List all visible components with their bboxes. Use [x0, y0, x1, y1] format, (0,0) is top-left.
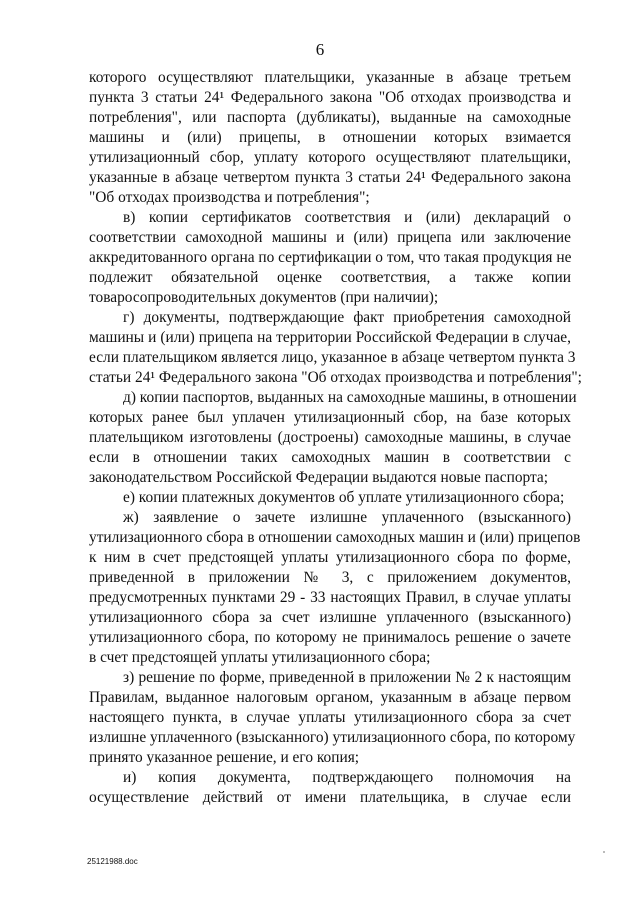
text-line: если плательщиком является лицо, указанное в абзаце четвертом пункта 3 — [89, 349, 576, 366]
text-line: если в отношении таких самоходных машин в соответствии с — [89, 449, 571, 466]
text-line: Правилам, выданное налоговым органом, указанным в абзаце первом — [89, 689, 571, 706]
text-line: д) копии паспортов, выданных на самоходные машины, в отношении — [123, 389, 577, 406]
text-line: и) копия документа, подтверждающего полномочия на — [123, 769, 571, 786]
text-line: аккредитованного органа по сертификации о том, что такая продукция не — [89, 249, 572, 266]
text-line: соответствии самоходной машины и (или) прицепа или заключение — [89, 229, 571, 246]
text-line: машины и (или) прицепы, в отношении которых взимается — [89, 129, 571, 146]
scan-mark — [603, 851, 605, 853]
text-line: машины и (или) прицепа на территории Российской Федерации в случае, — [89, 329, 571, 346]
text-line: которых ранее был уплачен утилизационный сбор, на базе которых — [89, 409, 571, 426]
text-line: утилизационного сбора в отношении самоходных машин и (или) прицепов — [89, 529, 581, 546]
text-line: в счет предстоящей уплаты утилизационного сбора; — [89, 649, 431, 666]
text-line: осуществление действий от имени плательщика, в случае если — [89, 789, 571, 806]
text-line: указанные в абзаце четвертом пункта 3 статьи 24¹ Федерального закона — [89, 169, 571, 186]
page-number: 6 — [315, 40, 325, 59]
text-line: подлежит обязательной оценке соответствия, а также копии — [89, 269, 571, 286]
text-line: з) решение по форме, приведенной в приложении № 2 к настоящим — [123, 669, 571, 686]
text-line: настоящего пункта, в случае уплаты утилизационного сбора за счет — [89, 709, 571, 726]
text-line: принято указанное решение, и его копия; — [89, 749, 360, 766]
text-line: товаросопроводительных документов (при наличии); — [89, 289, 439, 306]
text-line: предусмотренных пунктами 29 - 33 настоящих Правил, в случае уплаты — [89, 589, 571, 606]
text-line: утилизационного сбора за счет излишне уплаченного (взысканного) — [89, 609, 571, 626]
text-line: законодательством Российской Федерации выдаются новые паспорта; — [89, 469, 549, 486]
document-body — [89, 68, 582, 808]
text-line: пункта 3 статьи 24¹ Федерального закона "Об отходах производства и — [89, 89, 571, 106]
text-line: в) копии сертификатов соответствия и (или) деклараций о — [123, 209, 571, 226]
text-line: излишне уплаченного (взысканного) утилизационного сбора, по которому — [89, 729, 576, 746]
text-line: е) копии платежных документов об уплате утилизационного сбора; — [123, 489, 565, 506]
text-line: плательщиком изготовлены (достроены) самоходные машины, в случае — [89, 429, 571, 446]
file-name-footer: 25121988.doc — [87, 857, 138, 866]
text-line: г) документы, подтверждающие факт приобретения самоходной — [123, 309, 571, 326]
text-line: к ним в счет предстоящей уплаты утилизационного сбора по форме, — [89, 549, 571, 566]
text-line: ж) заявление о зачете излишне уплаченного (взысканного) — [123, 509, 571, 526]
text-line: статьи 24¹ Федерального закона "Об отходах производства и потребления"; — [89, 369, 582, 386]
text-line: которого осуществляют плательщики, указанные в абзаце третьем — [89, 69, 571, 86]
text-line: потребления", или паспорта (дубликаты), выданные на самоходные — [89, 109, 571, 126]
text-line: утилизационный сбор, уплату которого осуществляют плательщики, — [89, 149, 571, 166]
text-line: утилизационного сбора, по которому не принималось решение о зачете — [89, 629, 571, 646]
text-line: приведенной в приложении № 3, с приложением документов, — [89, 569, 571, 586]
text-line: "Об отходах производства и потребления"; — [89, 189, 370, 206]
